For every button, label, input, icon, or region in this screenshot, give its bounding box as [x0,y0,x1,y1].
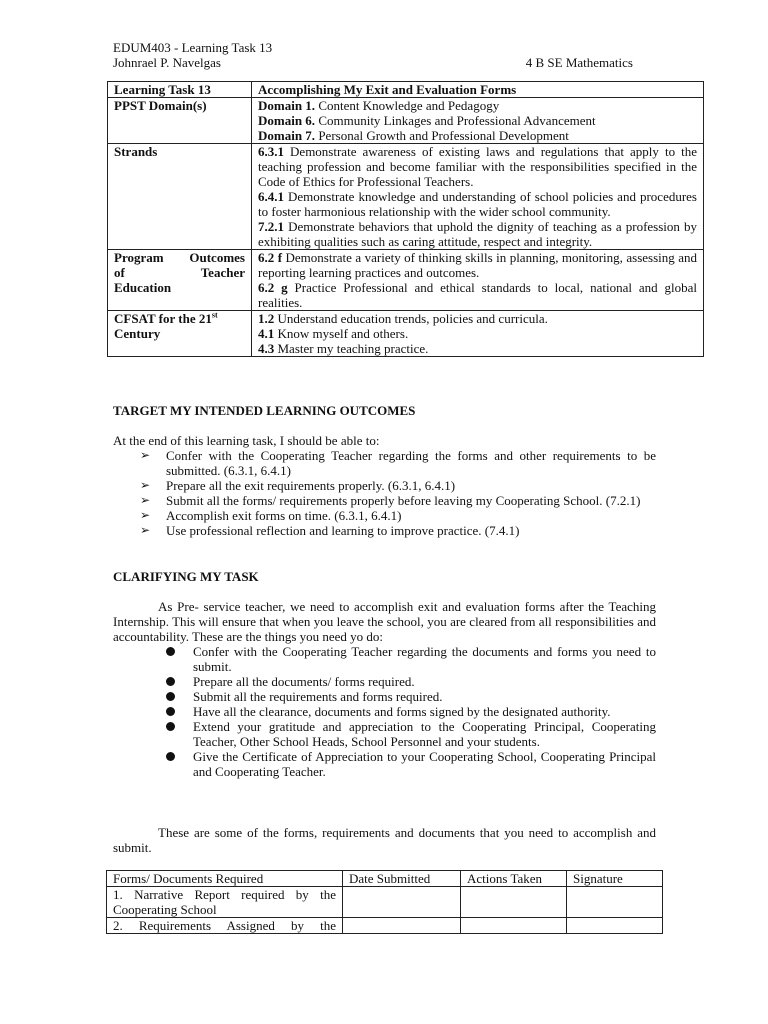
cfsat-item: 4.3 Master my teaching practice. [258,341,429,356]
list-item: ➢ Submit all the forms/ requirements properly before leaving my Cooperating School. (7.2.1) [140,493,641,508]
table-row [108,98,704,144]
bullet-dot-icon [166,707,175,716]
list-item: Prepare all the documents/ forms required. [166,674,656,689]
program-outcomes-list [252,250,704,311]
form-name-cell: 1. Narrative Report required by the Cooperating School [107,887,343,918]
outcomes-list [140,448,656,538]
actions-taken-cell[interactable] [461,918,567,934]
bullet-dot-icon [166,722,175,731]
list-item: Give the Certificate of Appreciation to your Cooperating School, Cooperating Principal and Cooperating Teacher. [166,749,656,779]
list-item: Confer with the Cooperating Teacher regarding the documents and forms you need to submit. [166,644,656,674]
course-title: EDUM403 - Learning Task 13 [113,40,273,55]
arrow-bullet-icon: ➢ [140,523,151,537]
actions-taken-cell[interactable] [461,887,567,918]
cfsat-item: 4.1 Know myself and others. [258,326,409,341]
signature-cell[interactable] [567,918,663,934]
program-outcomes-label: Program Outcomes of Teacher Education [108,250,252,311]
strands-label: Strands [108,144,252,250]
column-header: Forms/ Documents Required [107,871,343,887]
column-header: Actions Taken [461,871,567,887]
list-item: ➢ Accomplish exit forms on time. (6.3.1, 6.4.1) [140,508,402,523]
bullet-dot-icon [166,752,175,761]
outcomes-intro: At the end of this learning task, I should be able to: [113,433,380,448]
bullet-dot-icon [166,647,175,656]
signature-cell[interactable] [567,887,663,918]
outcome-item: 6.2 g Practice Professional and ethical standards to local, national and global realities. [258,280,698,310]
domains-list [252,98,704,144]
arrow-bullet-icon: ➢ [140,448,151,462]
forms-table [106,870,663,934]
domain-item: Domain 7. Personal Growth and Professional Development [258,128,569,143]
table-row [108,144,704,250]
column-header: Signature [567,871,663,887]
strand-item: 7.2.1 Demonstrate behaviors that uphold the dignity of teaching as a profession by exhibiting qualities such as caring attitude, respect and integrity. [258,219,697,249]
arrow-bullet-icon: ➢ [140,493,151,507]
clarify-section-title: CLARIFYING MY TASK [113,569,259,584]
student-name: Johnrael P. Navelgas [113,55,221,70]
column-header: Date Submitted [343,871,461,887]
document-header [113,40,643,70]
arrow-bullet-icon: ➢ [140,508,151,522]
task-label: Learning Task 13 [108,82,252,98]
bullet-dot-icon [166,677,175,686]
arrow-bullet-icon: ➢ [140,478,151,492]
cfsat-item: 1.2 Understand education trends, policies and curricula. [258,311,548,326]
learning-task-info-table [107,81,704,357]
domains-label: PPST Domain(s) [108,98,252,144]
domain-item: Domain 6. Community Linkages and Professional Advancement [258,113,596,128]
table-row [108,250,704,311]
date-submitted-cell[interactable] [343,887,461,918]
clarify-outro: These are some of the forms, requirements and documents that you need to accomplish and submit. [113,825,656,855]
bullet-dot-icon [166,692,175,701]
table-header-row [107,871,663,887]
clarify-list [166,644,656,779]
table-row [108,311,704,357]
list-item: Have all the clearance, documents and forms signed by the designated authority. [166,704,656,719]
task-title: Accomplishing My Exit and Evaluation Forms [252,82,704,98]
form-name-cell: 2. Requirements Assigned by the [107,918,343,934]
clarify-intro: As Pre- service teacher, we need to accomplish exit and evaluation forms after the Teaching Internship. This will ensure that when you leave the school, you are cleared from all responsibilities and accountability. These are the things you need yo do: [113,599,656,644]
table-row [107,918,663,934]
table-row [107,887,663,918]
strand-item: 6.4.1 Demonstrate knowledge and understanding of school policies and procedures to foster harmonious relationship with the wider school community. [258,189,697,219]
cfsat-list [252,311,704,357]
domain-item: Domain 1. Content Knowledge and Pedagogy [258,98,500,113]
cfsat-label: CFSAT for the 21st Century [108,311,252,357]
list-item: Extend your gratitude and appreciation to the Cooperating Principal, Cooperating Teacher, Other School Heads, School Personnel and your students. [166,719,656,749]
outcomes-section-title: TARGET MY INTENDED LEARNING OUTCOMES [113,403,416,418]
strands-list [252,144,704,250]
date-submitted-cell[interactable] [343,918,461,934]
list-item: ➢ Prepare all the exit requirements properly. (6.3.1, 6.4.1) [140,478,456,493]
strand-item: 6.3.1 Demonstrate awareness of existing laws and regulations that apply to the teaching profession and become familiar with the responsibilities specified in the Code of Ethics for Professional Teachers. [258,144,697,189]
list-item: ➢ Use professional reflection and learning to improve practice. (7.4.1) [140,523,520,538]
list-item: Submit all the requirements and forms required. [166,689,656,704]
list-item: ➢ Confer with the Cooperating Teacher regarding the forms and other requirements to be submitted. (6.3.1, 6.4.1) [140,448,656,478]
student-section: 4 B SE Mathematics [525,55,633,70]
table-row [108,82,704,98]
outcome-item: 6.2 f Demonstrate a variety of thinking skills in planning, monitoring, assessing and reporting learning practices and outcomes. [258,250,697,280]
